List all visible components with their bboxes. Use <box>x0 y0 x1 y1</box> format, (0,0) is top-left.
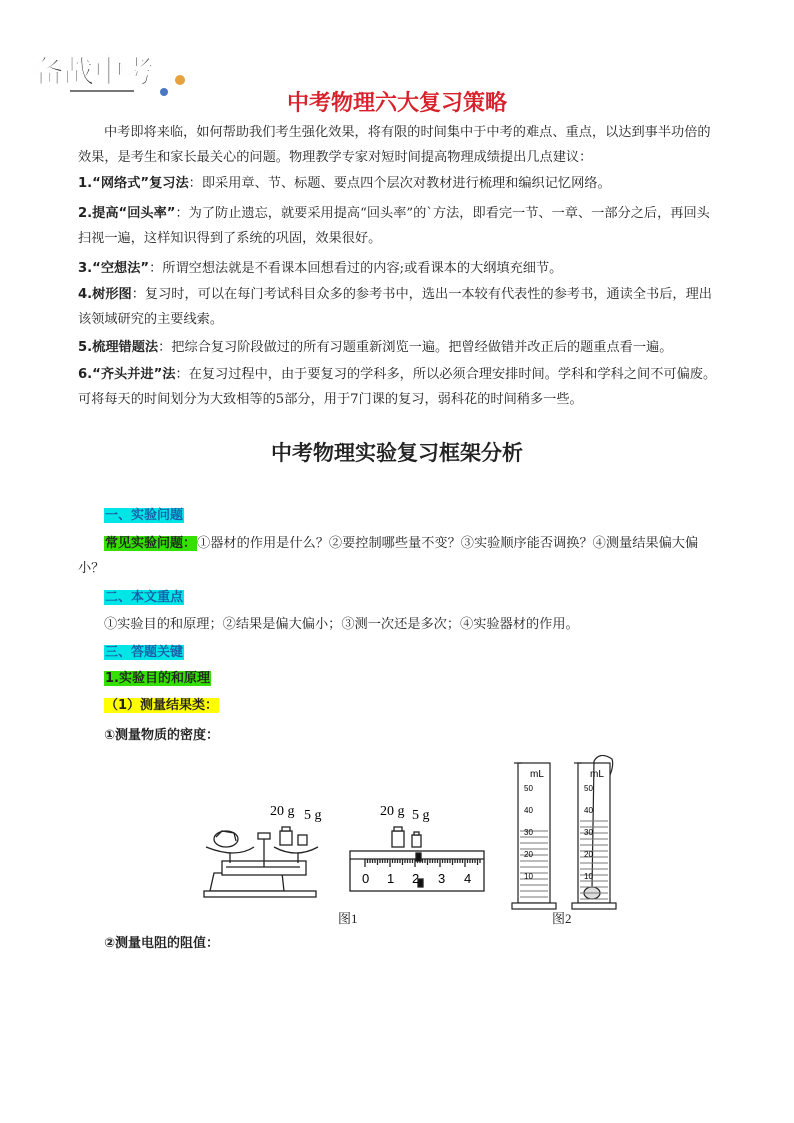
section-1-heading: 一、实验问题 <box>105 508 184 523</box>
ruler-weight-20g: 20 g <box>380 804 405 819</box>
weights-icon <box>392 827 421 847</box>
ruler-tick-1: 1 <box>387 871 395 886</box>
strategy-4: 4.树形图：复习时，可以在每门考试科目众多的参考书中，选出一本较有代表性的参考书，通读全书后，理出该领域研究的主要线索。 <box>78 287 712 327</box>
cyl2-tick-10: 10 <box>584 872 593 881</box>
ruler-tick-2: 2 <box>412 871 420 886</box>
balance-weight-5g: 5 g <box>304 808 322 823</box>
cyl2-tick-30: 30 <box>584 828 593 837</box>
sub-title: 中考物理实验复习框架分析 <box>271 441 523 465</box>
focus-text: ①实验目的和原理；②结果是偏大偏小；③测一次还是多次；④实验器材的作用。 <box>104 617 579 632</box>
balance-illustration <box>204 827 318 897</box>
common-questions: 常见实验问题：①器材的作用是什么？②要控制哪些量不变？③实验顺序能否调换？④测量结果偏大偏小？ <box>78 536 699 576</box>
strategy-2: 2.提高“回头率”：为了防止遗忘，就要采用提高“回头率”的`方法，即看完一节、一章、一部分之后，再回头扫视一遍，这样知识得到了系统的巩固，效果很好。 <box>78 206 710 246</box>
cyl1-tick-40: 40 <box>524 806 533 815</box>
section-2-heading: 二、本文重点 <box>105 590 184 605</box>
experiment-figure <box>200 755 620 930</box>
intro-paragraph: 中考即将来临，如何帮助我们考生强化效果，将有限的时间集中于中考的难点、重点，以达到事半功倍的效果，是考生和家长最关心的问题。物理教学专家对短时间提高物理成绩提出几点建议： <box>78 125 711 165</box>
subsection-1-1: （1）测量结果类： <box>105 698 219 713</box>
balance-weight-20g: 20 g <box>270 804 295 819</box>
cyl2-tick-40: 40 <box>584 806 593 815</box>
ruler-tick-4: 4 <box>464 871 472 886</box>
ruler-tick-3: 3 <box>438 871 446 886</box>
cyl1-tick-10: 10 <box>524 872 533 881</box>
main-title: 中考物理六大复习策略 <box>286 91 507 116</box>
cyl1-tick-30: 30 <box>524 828 533 837</box>
section-3-heading: 三、答题关键 <box>105 645 184 660</box>
subsection-1: 1.实验目的和原理 <box>105 671 210 686</box>
strategy-5: 5.梳理错题法：把综合复习阶段做过的所有习题重新浏览一遍。把曾经做错并改正后的题重点看一遍。 <box>78 340 673 355</box>
strategy-6: 6.“齐头并进”法：在复习过程中，由于要复习的学科多，所以必须合理安排时间。学科和学科之间不可偏废。可将每天的时间划分为大致相等的5部分，用于7门课的复习，弱科花的时间稍多一些。 <box>78 367 717 407</box>
cyl1-tick-20: 20 <box>524 850 533 859</box>
ruler-weight-5g: 5 g <box>412 808 430 823</box>
strategy-3: 3.“空想法”：所谓空想法就是不看课本回想看过的内容;或看课本的大纲填充细节。 <box>78 261 563 276</box>
item-density: ①测量物质的密度： <box>104 728 220 743</box>
item-resistance: ②测量电阻的阻值： <box>104 936 220 951</box>
strategy-1: 1.“网络式”复习法：即采用章、节、标题、要点四个层次对教材进行梳理和编织记忆网络。 <box>78 176 611 191</box>
ruler-tick-0: 0 <box>362 871 370 886</box>
cyl1-tick-50: 50 <box>524 784 533 793</box>
cyl2-unit: mL <box>590 769 604 780</box>
cyl1-unit: mL <box>530 769 544 780</box>
cyl2-tick-20: 20 <box>584 850 593 859</box>
cyl2-tick-50: 50 <box>584 784 593 793</box>
figure-1-caption: 图1 <box>338 911 358 926</box>
figure-2-caption: 图2 <box>552 911 572 926</box>
logo-text: 备战中考 <box>34 55 154 90</box>
